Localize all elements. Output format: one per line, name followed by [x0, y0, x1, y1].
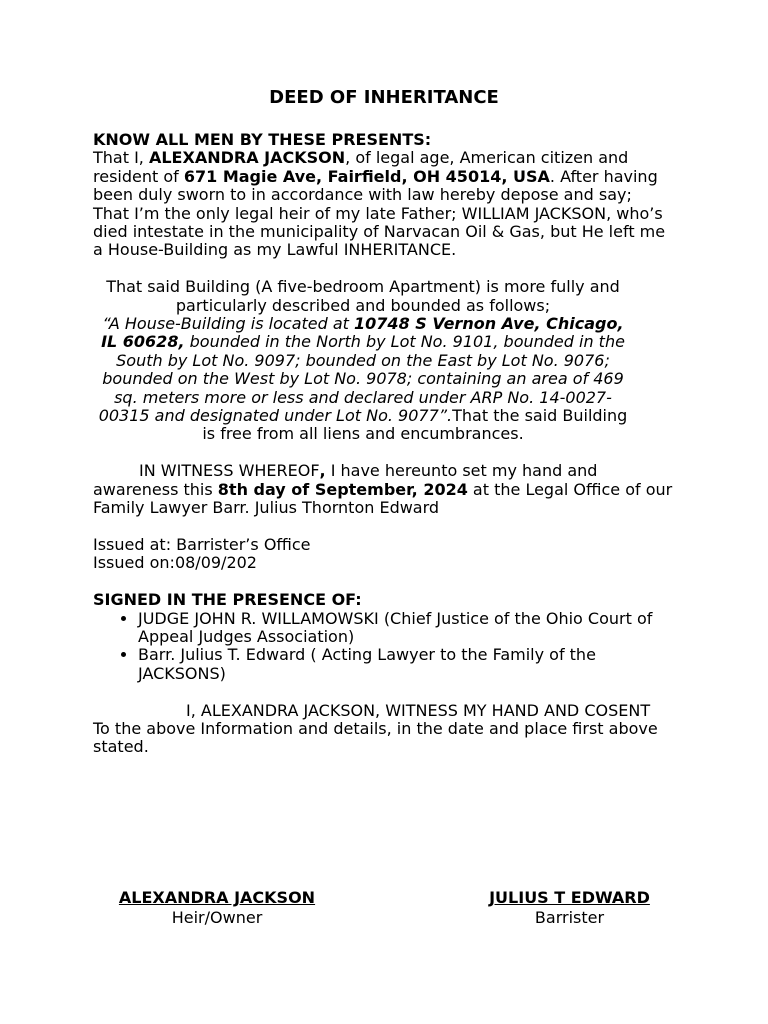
document-title: DEED OF INHERITANCE — [269, 87, 499, 108]
declaration-text-1: That I, — [93, 148, 149, 168]
barrister-signature-name: JULIUS T EDWARD — [489, 888, 650, 907]
declaration-text-3: . After having been duly sworn to in accordance with law hereby depose and say; — [93, 166, 658, 205]
barrister-signature-block — [478, 888, 661, 928]
issued-on: Issued on:08/09/202 — [93, 553, 257, 573]
property-location: 10748 S Vernon Ave, Chicago, IL 60628, — [101, 314, 624, 352]
execution-date: 8th day of September, 2024 — [217, 479, 468, 499]
spacer — [93, 683, 673, 701]
spacer — [93, 444, 673, 462]
property-description — [98, 278, 628, 444]
witness-list — [93, 610, 673, 684]
property-liens-statement: That the said Building is free from all liens and encumbrances. — [202, 406, 628, 444]
consent-line: I, ALEXANDRA JACKSON, WITNESS MY HAND AND COSENT — [186, 700, 651, 720]
barrister-signature-role: Barrister — [534, 908, 605, 927]
declaration-text-2: , of legal age, American citizen and resident of — [93, 148, 629, 186]
witness-text-2: at the Legal Office of our Family Lawyer Barr. Julius Thornton Edward — [93, 479, 673, 518]
property-quote-start: “A House-Building is located at — [102, 314, 355, 334]
heir-signature-name: ALEXANDRA JACKSON — [118, 888, 316, 907]
property-intro: That said Building (A five-bedroom Apartment) is more fully and particularly described and bounded as follows; — [106, 277, 620, 315]
witness-whereof-phrase: IN WITNESS WHEREOF — [139, 461, 320, 481]
heir-signature-block — [106, 888, 328, 928]
property-boundaries: bounded in the North by Lot No. 9101, bounded in the South by Lot No. 9097; bounded on the East by Lot No. 9076; bounded on the West by Lot No. 9078; containing an area of 469 sq. meters more or less and declared under ARP No. 14-0027-00315 and designated under Lot No. 9077”. — [98, 332, 625, 426]
opening-heading: KNOW ALL MEN BY THESE PRESENTS: — [93, 130, 432, 149]
issued-at: Issued at: Barrister’s Office — [93, 534, 311, 554]
spacer — [93, 573, 673, 591]
witness-text-1: I have hereunto set my hand and awareness this — [93, 461, 598, 499]
spacer — [93, 260, 673, 278]
declaration-paragraph — [93, 149, 673, 204]
spacer — [93, 518, 673, 536]
document-body — [93, 131, 673, 757]
heir-signature-role: Heir/Owner — [171, 908, 263, 927]
witness-whereof-paragraph — [93, 462, 673, 517]
witness-item: • Barr. Julius T. Edward ( Acting Lawyer to the Family of the JACKSONS) — [138, 646, 673, 683]
signed-presence-heading: SIGNED IN THE PRESENCE OF: — [93, 590, 362, 610]
declarant-address: 671 Magie Ave, Fairfield, OH 45014, USA — [183, 166, 550, 186]
consent-continuation: To the above Information and details, in the date and place first above stated. — [93, 718, 658, 757]
witness-comma: , — [319, 461, 326, 481]
witness-item: • JUDGE JOHN R. WILLAMOWSKI (Chief Justice of the Ohio Court of Appeal Judges Association) — [138, 610, 673, 647]
declarant-name: ALEXANDRA JACKSON — [148, 148, 346, 168]
heir-paragraph: That I’m the only legal heir of my late Father; WILLIAM JACKSON, who’s died intestate in the municipality of Narvacan Oil & Gas, but He left me a House-Building as my Lawful INHERITANCE. — [93, 203, 666, 260]
